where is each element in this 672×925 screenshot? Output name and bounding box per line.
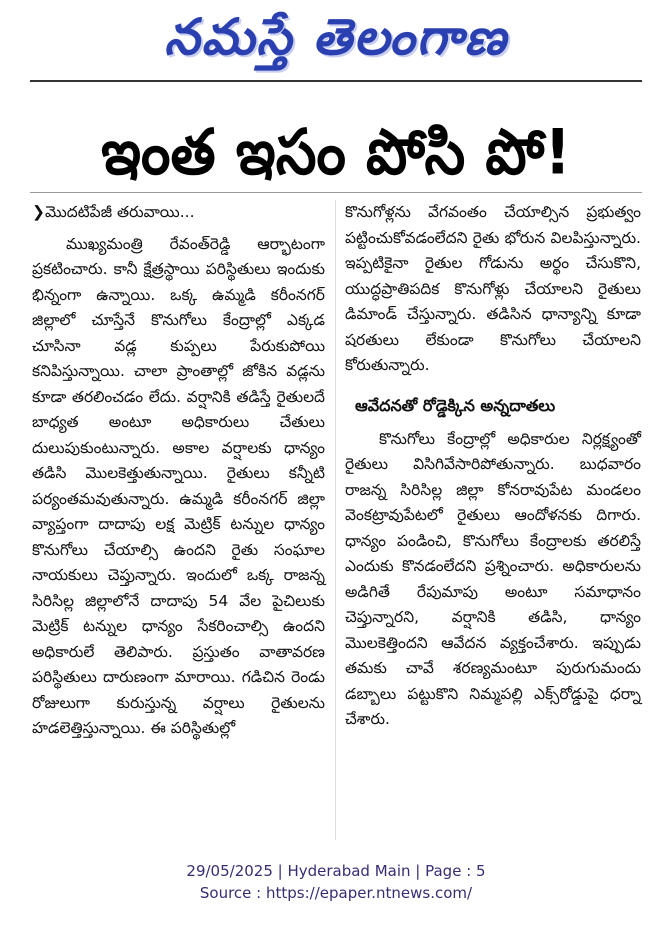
footer-dateline: 29/05/2025 | Hyderabad Main | Page : 5	[186, 862, 486, 880]
chevron-right-icon: ❯	[32, 203, 45, 221]
headline-text: ఇంత ఇసం పోసి పో!	[101, 115, 571, 189]
masthead-divider	[30, 80, 642, 82]
left-paragraph: ముఖ్యమంత్రి రేవంత్‌రెడ్డి ఆర్భాటంగా ప్రకటించారు. కానీ క్షేత్రస్థాయి పరిస్థితులు ఇందుకు భిన్నంగా ఉన్నాయి. ఒక్క ఉమ్మడి కరీంనగర్ జిల్లాలో చూస్తేనే కొనుగోలు కేంద్రాల్లో ఎక్కడ చూసినా వడ్ల కుప్పలు పేరుకుపోయి కనిపిస్తున్నాయి. చాలా ప్రాంతాల్లో జోకిన వడ్లను కూడా తరలించడం లేదు. వర్షానికి తడిస్తే రైతులదే బాధ్యత అంటూ అధికారులు చేతులు దులుపుకుంటున్నారు. అకాల వర్షాలకు ధాన్యం తడిసి మొలకెత్తుతున్నాయి. రైతులు కన్నీటి పర్యంతమవుతున్నారు. ఉమ్మడి కరీంనగర్ జిల్లా వ్యాప్తంగా దాదాపు లక్ష మెట్రిక్ టన్నుల ధాన్యం కొనుగోలు చేయాల్సి ఉందని రైతు సంఘాల నాయకులు చెప్తున్నారు. ఇందులో ఒక్క రాజన్న సిరిసిల్ల జిల్లాలోనే దాదాపు 54 వేల పైచిలుకు మెట్రిక్ టన్నుల ధాన్యం సేకరించాల్సి ఉందని అధికారులే తెలిపారు. ప్రస్తుతం వాతావరణ పరిస్థితులు దారుణంగా మారాయి. గడిచిన రెండు రోజులుగా కురుస్తున్న వర్షాలు రైతులను హడలెత్తిస్తున్నాయి. ఈ పరిస్థితుల్లో	[32, 234, 325, 737]
right-paragraph-2: కొనుగోలు కేంద్రాల్లో అధికారుల నిర్లక్ష్యంతో రైతులు విసిగివేసారిపోతున్నారు. బుధవారం రాజన్న సిరిసిల్ల జిల్లా కోనరావుపేట మండలం వెంకట్రావుపేటలో రైతులు ఆందోళనకు దిగారు. ధాన్యం పండించి, కొనుగోలు కేంద్రాలకు తరలిస్తే ఎందుకు కొనడంలేదని ప్రశ్నించారు. అధికారులను అడిగితే రేపుమాపు అంటూ సమాధానం చెప్తున్నారని, వర్షానికి తడిసి, ధాన్యం మొలకెత్తిందని ఆవేదన వ్యక్తంచేశారు. ఇప్పుడు తమకు చావే శరణ్యమంటూ పురుగుమందు డబ్బాలు పట్టుకొని నిమ్మపల్లి ఎక్స్‌రోడ్డుపై ధర్నా చేశారు.	[345, 429, 641, 728]
masthead	[0, 6, 672, 68]
kicker	[32, 200, 325, 226]
left-column	[32, 200, 325, 742]
subheading: ఆవేదనతో రోడ్డెక్కిన అన్నదాతలు	[355, 395, 556, 415]
headline-divider	[30, 192, 642, 193]
right-paragraph-1: కొనుగోళ్లను వేగవంతం చేయాల్సిన ప్రభుత్వం పట్టించుకోవడంలేదని రైతు భోరున విలపిస్తున్నారు. ఇప్పటికైనా రైతుల గోడును అర్థం చేసుకొని, యుద్ధప్రాతిపదిక కొనుగోళ్లు చేయాలని రైతులు డిమాండ్ చేస్తున్నారు. తడిసిన ధాన్యాన్ని కూడా షరతులు లేకుండా కొనుగోలు చేయాలని కోరుతున్నారు.	[345, 203, 641, 374]
right-column	[345, 200, 641, 733]
column-divider	[335, 200, 336, 840]
kicker-text: మొదటిపేజీ తరువాయి...	[45, 203, 195, 221]
footer-source: Source : https://epaper.ntnews.com/	[199, 884, 473, 902]
masthead-title: నమస్తే తెలంగాణ	[164, 8, 508, 66]
headline	[0, 112, 672, 192]
